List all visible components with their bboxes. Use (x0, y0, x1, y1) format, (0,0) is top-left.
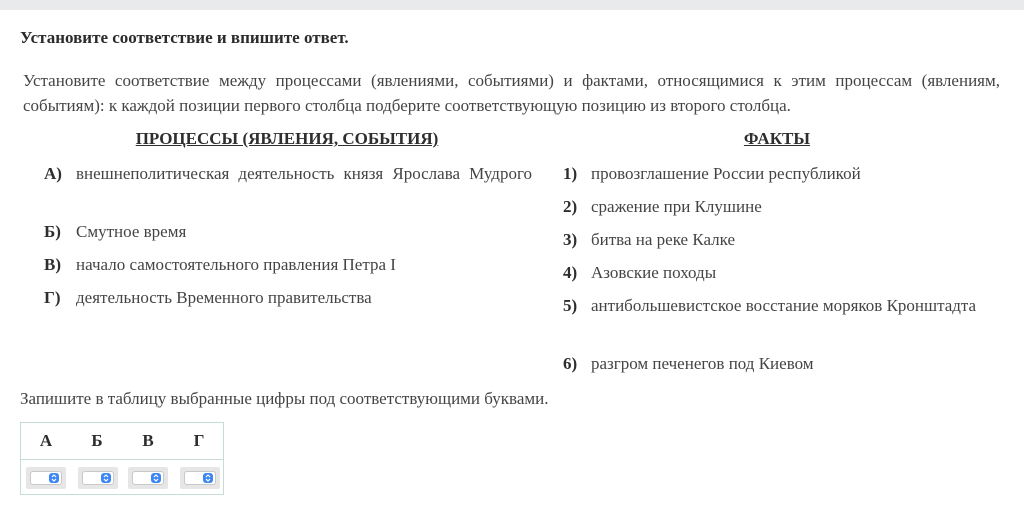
task-title: Установите соответствие и впишите ответ. (20, 28, 349, 47)
process-item (44, 161, 532, 211)
fact-text: битва на реке Калке (591, 230, 736, 249)
process-key: Г) (44, 288, 61, 307)
answer-table (20, 422, 224, 495)
answer-select-a[interactable] (26, 467, 66, 489)
select-arrows-icon[interactable] (151, 473, 161, 483)
answer-select-b[interactable] (78, 467, 118, 489)
answer-column-header: Б (91, 431, 103, 450)
select-arrows-icon[interactable] (49, 473, 59, 483)
fact-item (563, 227, 992, 252)
process-text: Смутное время (76, 222, 187, 241)
process-text: начало самостоятельного правления Петра I (76, 255, 396, 274)
answer-select-v[interactable] (128, 467, 168, 489)
fact-item (563, 293, 992, 343)
task-instructions: Установите соответствие между процессами (явлениями, событиями) и фактами, относящимися к этим процессам (явлениям, событиям): к каждой позиции первого столбца подберите соответствующую позицию из второго столбца. (23, 71, 1000, 115)
answer-select-box[interactable] (184, 471, 216, 485)
process-item (44, 252, 532, 277)
facts-column-header: ФАКТЫ (743, 129, 811, 148)
fact-item (563, 194, 992, 219)
process-item (44, 285, 532, 310)
fact-key: 2) (563, 197, 578, 216)
process-text: деятельность Временного правительства (76, 288, 372, 307)
answer-select-box[interactable] (132, 471, 164, 485)
processes-column-header: ПРОЦЕССЫ (ЯВЛЕНИЯ, СОБЫТИЯ) (135, 129, 439, 148)
select-arrows-icon[interactable] (101, 473, 111, 483)
answer-column-header: Г (193, 431, 205, 450)
fact-item (563, 260, 992, 285)
answer-column-header: В (142, 431, 154, 450)
fact-key: 6) (563, 354, 578, 373)
fact-item (563, 161, 992, 186)
fact-key: 5) (563, 296, 578, 315)
fact-text: разгром печенегов под Киевом (591, 354, 814, 373)
fact-key: 4) (563, 263, 578, 282)
fact-text: Азовские походы (591, 263, 717, 282)
answer-column-header: А (39, 431, 53, 450)
fact-text: сражение при Клушине (591, 197, 762, 216)
fact-key: 3) (563, 230, 578, 249)
process-key: А) (44, 164, 62, 183)
fact-text: антибольшевистское восстание моряков Кронштадта (591, 296, 977, 315)
process-text: внешнеполитическая деятельность князя Ярослава Мудрого (76, 164, 532, 183)
process-item (44, 219, 532, 244)
answer-instructions: Запишите в таблицу выбранные цифры под соответствующими буквами. (20, 389, 549, 408)
fact-item (563, 351, 992, 376)
top-bar (0, 0, 1024, 10)
fact-text: провозглашение России республикой (591, 164, 861, 183)
table-divider (21, 459, 223, 460)
answer-select-box[interactable] (30, 471, 62, 485)
process-key: В) (44, 255, 61, 274)
select-arrows-icon[interactable] (203, 473, 213, 483)
answer-select-box[interactable] (82, 471, 114, 485)
answer-select-g[interactable] (180, 467, 220, 489)
fact-key: 1) (563, 164, 578, 183)
process-key: Б) (44, 222, 61, 241)
